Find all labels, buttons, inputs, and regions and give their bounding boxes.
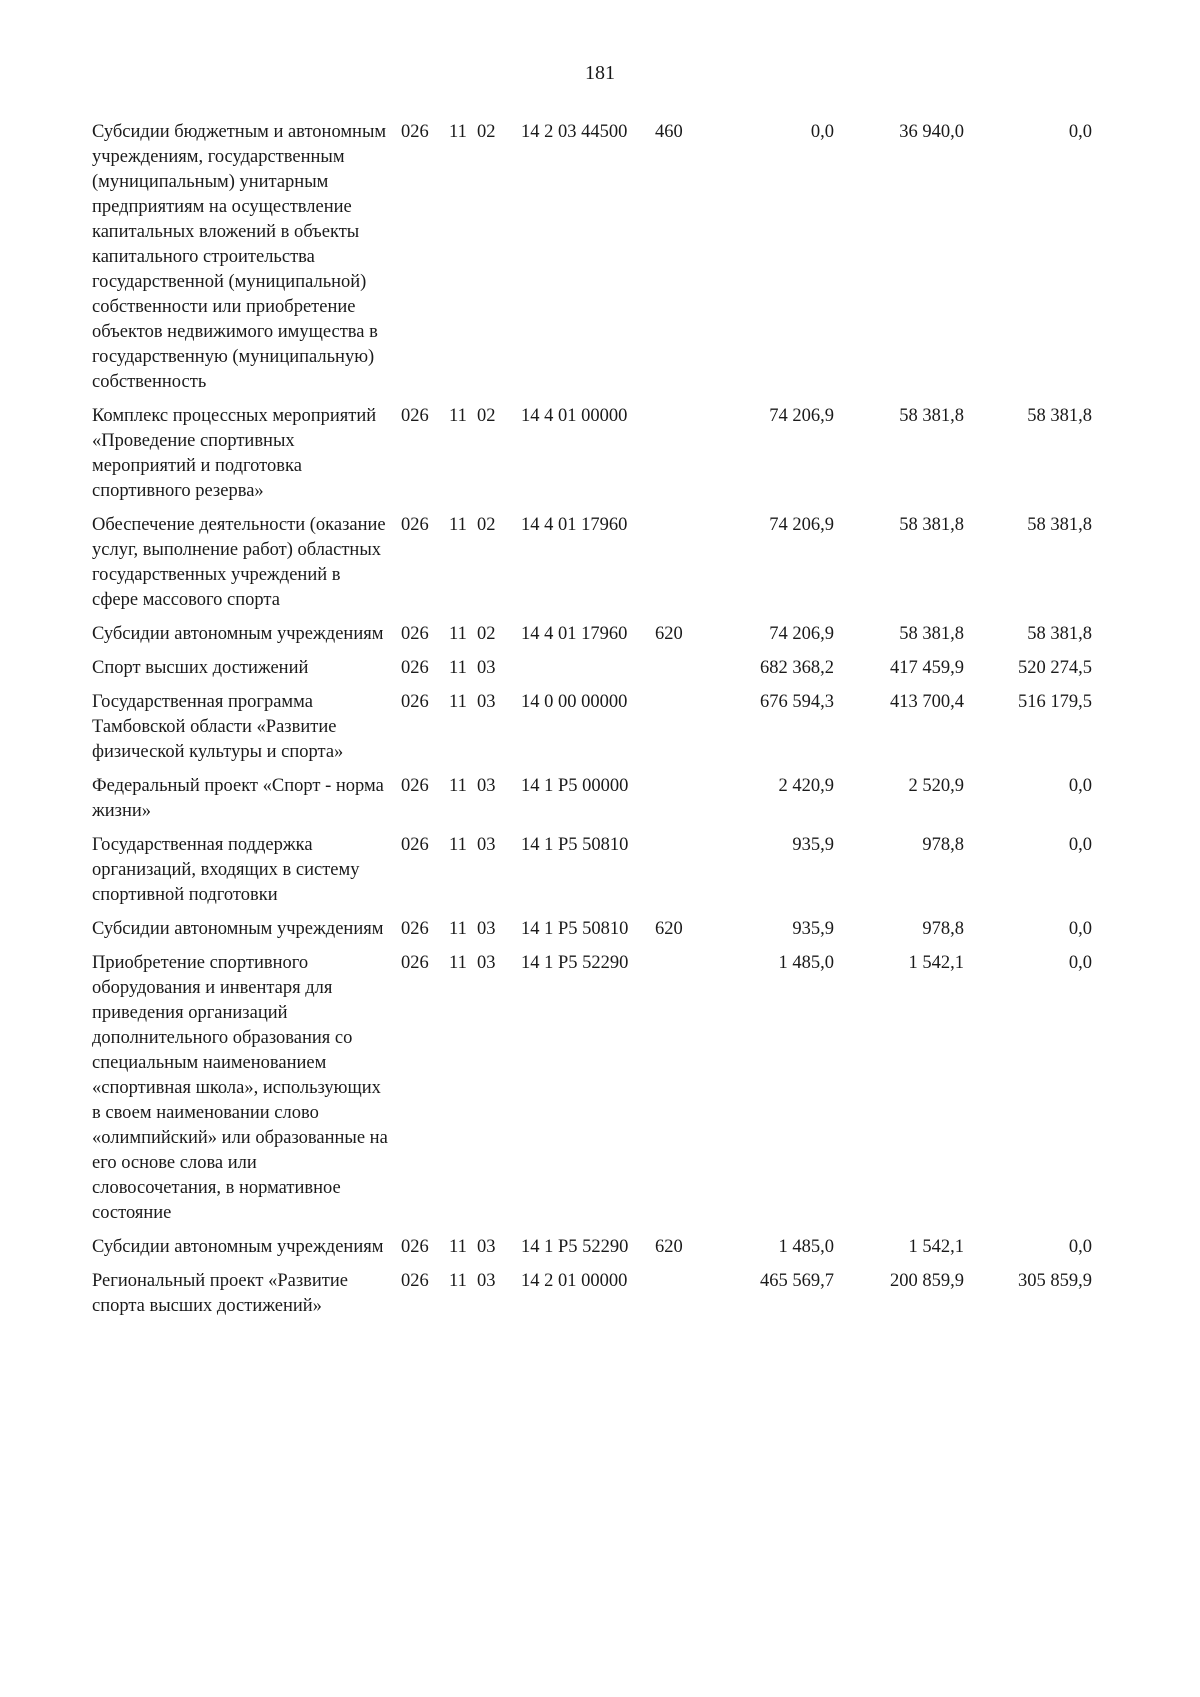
row-target-article-code: 14 2 01 00000 (521, 1271, 628, 1291)
row-grbs-code: 026 (401, 1271, 429, 1291)
row-section-code: 11 (449, 1237, 467, 1257)
table-row (92, 404, 1092, 513)
row-amount-1: 935,9 (792, 835, 834, 855)
row-amount-3: 0,0 (1068, 919, 1092, 939)
row-amount-3: 58 381,8 (1027, 624, 1092, 644)
row-target-article-code (517, 656, 649, 690)
row-amount-3: 0,0 (1068, 1237, 1092, 1257)
row-subsection-code: 03 (477, 1237, 496, 1257)
row-expense-type-code (649, 774, 704, 833)
row-amount-2: 978,8 (922, 919, 964, 939)
row-subsection-code: 03 (477, 1271, 496, 1291)
table-row (92, 513, 1092, 622)
row-name: Комплекс процессных мероприятий «Проведение спортивных мероприятий и подготовка спортивного резерва» (92, 406, 377, 501)
row-section-code: 11 (449, 515, 467, 535)
row-amount-2: 1 542,1 (908, 953, 964, 973)
row-expense-type-code: 460 (655, 122, 683, 142)
row-grbs-code: 026 (401, 515, 429, 535)
row-target-article-code: 14 4 01 17960 (521, 515, 628, 535)
row-name: Государственная программа Тамбовской области «Развитие физической культуры и спорта» (92, 692, 344, 762)
row-name: Приобретение спортивного оборудования и инвентаря для приведения организаций дополнительного образования со специальным наименованием «спортивная школа», использующих в своем наименовании слово «олимпийский» или образованные на его основе слова или словосочетания, в нормативное состояние (92, 953, 388, 1223)
row-expense-type-code (649, 404, 704, 513)
row-target-article-code: 14 4 01 17960 (521, 624, 628, 644)
row-expense-type-code: 620 (655, 624, 683, 644)
table-row (92, 833, 1092, 917)
row-grbs-code: 026 (401, 658, 429, 678)
table-row (92, 656, 1092, 690)
row-amount-3: 516 179,5 (1018, 692, 1092, 712)
row-section-code: 11 (449, 776, 467, 796)
row-amount-3: 520 274,5 (1018, 658, 1092, 678)
row-section-code: 11 (449, 1271, 467, 1291)
row-expense-type-code (649, 1269, 704, 1328)
row-section-code: 11 (449, 658, 467, 678)
row-subsection-code: 02 (477, 122, 496, 142)
row-target-article-code: 14 1 P5 50810 (521, 835, 629, 855)
row-name: Субсидии автономным учреждениям (92, 1237, 384, 1257)
row-section-code: 11 (449, 919, 467, 939)
row-name: Субсидии автономным учреждениям (92, 624, 384, 644)
row-grbs-code: 026 (401, 624, 429, 644)
row-amount-1: 74 206,9 (769, 624, 834, 644)
row-grbs-code: 026 (401, 692, 429, 712)
row-subsection-code: 02 (477, 515, 496, 535)
row-amount-3: 0,0 (1068, 776, 1092, 796)
row-amount-2: 58 381,8 (899, 624, 964, 644)
row-expense-type-code: 620 (655, 1237, 683, 1257)
row-amount-1: 1 485,0 (778, 1237, 834, 1257)
row-amount-1: 676 594,3 (760, 692, 834, 712)
row-grbs-code: 026 (401, 1237, 429, 1257)
row-subsection-code: 03 (477, 919, 496, 939)
row-grbs-code: 026 (401, 776, 429, 796)
row-amount-3: 0,0 (1068, 122, 1092, 142)
row-section-code: 11 (449, 624, 467, 644)
row-expense-type-code (649, 513, 704, 622)
row-expense-type-code (649, 951, 704, 1235)
row-name: Субсидии автономным учреждениям (92, 919, 384, 939)
row-target-article-code: 14 1 P5 52290 (521, 953, 629, 973)
row-amount-1: 682 368,2 (760, 658, 834, 678)
row-section-code: 11 (449, 953, 467, 973)
table-row (92, 917, 1092, 951)
row-name: Обеспечение деятельности (оказание услуг, выполнение работ) областных государственных учреждений в сфере массового спорта (92, 515, 386, 610)
row-amount-1: 74 206,9 (769, 406, 834, 426)
row-name: Государственная поддержка организаций, входящих в систему спортивной подготовки (92, 835, 360, 905)
row-amount-3: 58 381,8 (1027, 406, 1092, 426)
row-amount-2: 1 542,1 (908, 1237, 964, 1257)
table-row (92, 1235, 1092, 1269)
table-row (92, 1269, 1092, 1328)
row-amount-1: 935,9 (792, 919, 834, 939)
row-subsection-code: 03 (477, 692, 496, 712)
row-section-code: 11 (449, 835, 467, 855)
row-amount-2: 58 381,8 (899, 406, 964, 426)
row-subsection-code: 03 (477, 776, 496, 796)
row-expense-type-code (649, 690, 704, 774)
row-target-article-code: 14 2 03 44500 (521, 122, 628, 142)
row-amount-3: 0,0 (1068, 953, 1092, 973)
row-section-code: 11 (449, 692, 467, 712)
row-grbs-code: 026 (401, 122, 429, 142)
table-row (92, 120, 1092, 404)
table-row (92, 622, 1092, 656)
row-target-article-code: 14 4 01 00000 (521, 406, 628, 426)
row-amount-1: 2 420,9 (778, 776, 834, 796)
table-row (92, 774, 1092, 833)
row-amount-2: 200 859,9 (890, 1271, 964, 1291)
row-name: Спорт высших достижений (92, 658, 309, 678)
row-amount-1: 1 485,0 (778, 953, 834, 973)
row-subsection-code: 02 (477, 624, 496, 644)
row-amount-1: 465 569,7 (760, 1271, 834, 1291)
row-name: Федеральный проект «Спорт - норма жизни» (92, 776, 384, 821)
row-amount-2: 36 940,0 (899, 122, 964, 142)
row-grbs-code: 026 (401, 406, 429, 426)
row-amount-2: 417 459,9 (890, 658, 964, 678)
row-grbs-code: 026 (401, 953, 429, 973)
row-amount-3: 58 381,8 (1027, 515, 1092, 535)
table-row (92, 951, 1092, 1235)
row-section-code: 11 (449, 406, 467, 426)
row-section-code: 11 (449, 122, 467, 142)
budget-table (92, 120, 1092, 1328)
row-target-article-code: 14 1 P5 00000 (521, 776, 629, 796)
row-target-article-code: 14 1 P5 50810 (521, 919, 629, 939)
row-amount-2: 58 381,8 (899, 515, 964, 535)
row-target-article-code: 14 1 P5 52290 (521, 1237, 629, 1257)
row-subsection-code: 02 (477, 406, 496, 426)
row-grbs-code: 026 (401, 919, 429, 939)
row-name: Субсидии бюджетным и автономным учреждениям, государственным (муниципальным) унитарным предприятиям на осуществление капитальных вложений в объекты капитального строительства государственной (муниципальной) собственности или приобретение объектов недвижимого имущества в государственную (муниципальную) собственность (92, 122, 387, 392)
row-grbs-code: 026 (401, 835, 429, 855)
row-amount-2: 413 700,4 (890, 692, 964, 712)
table-row (92, 690, 1092, 774)
row-subsection-code: 03 (477, 658, 496, 678)
row-amount-2: 2 520,9 (908, 776, 964, 796)
row-expense-type-code (649, 656, 704, 690)
budget-table-body (92, 120, 1092, 1328)
row-subsection-code: 03 (477, 835, 496, 855)
row-amount-3: 305 859,9 (1018, 1271, 1092, 1291)
row-subsection-code: 03 (477, 953, 496, 973)
row-amount-1: 0,0 (810, 122, 834, 142)
row-amount-2: 978,8 (922, 835, 964, 855)
page-number: 181 (585, 62, 615, 84)
row-expense-type-code (649, 833, 704, 917)
row-target-article-code: 14 0 00 00000 (521, 692, 628, 712)
row-name: Региональный проект «Развитие спорта высших достижений» (92, 1271, 348, 1316)
row-amount-1: 74 206,9 (769, 515, 834, 535)
row-expense-type-code: 620 (655, 919, 683, 939)
row-amount-3: 0,0 (1068, 835, 1092, 855)
